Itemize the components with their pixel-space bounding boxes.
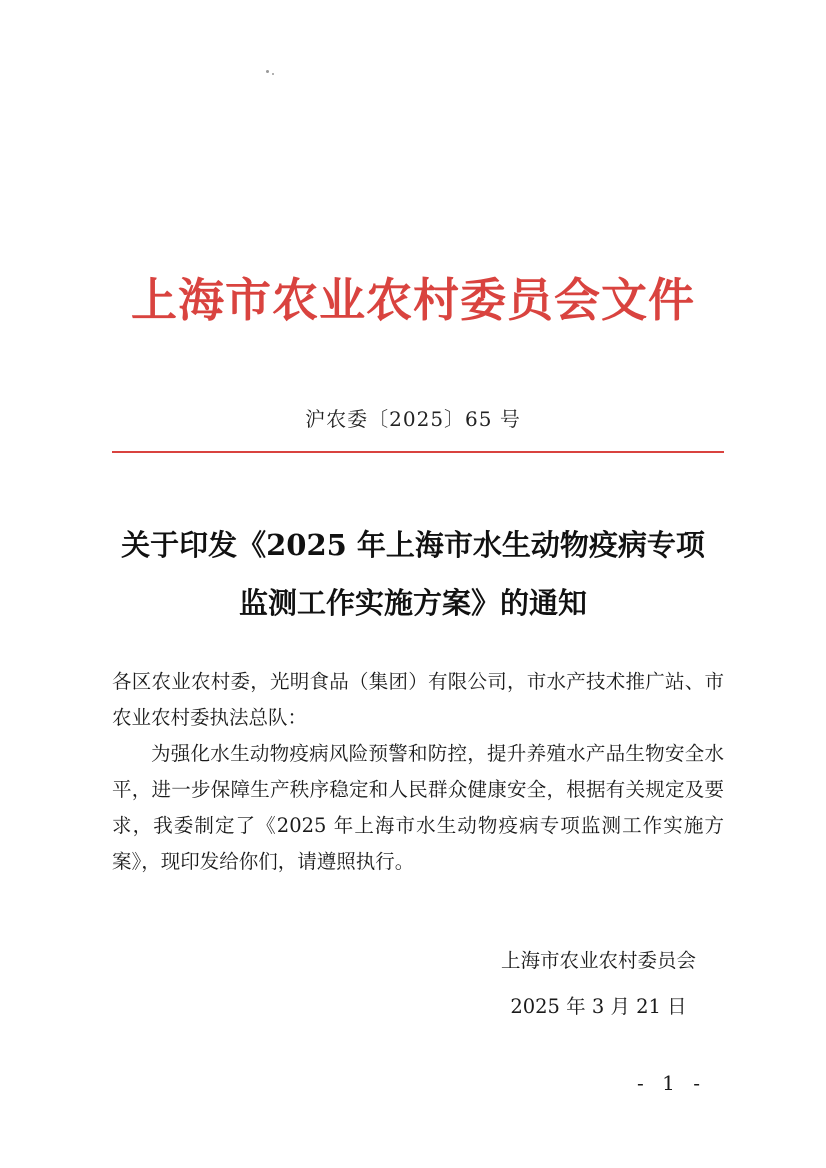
red-header-rule [112,451,724,453]
issuer-header-title: 上海市农业农村委员会文件 [131,273,695,327]
scan-speck [266,70,269,73]
notice-body [112,664,724,880]
signature-issuer: 上海市农业农村委员会 [500,949,696,972]
page-number: - 1 - [637,1071,706,1095]
scan-speck [272,73,274,75]
signature-block [501,938,696,1030]
notice-title-line-1: 关于印发《2025 年上海市水生动物疫病专项 [121,528,705,562]
recipients-line: 各区农业农村委，光明食品（集团）有限公司，市水产技术推广站、市农业农村委执法总队： [112,670,724,729]
body-paragraph: 为强化水生动物疫病风险预警和防控，提升养殖水产品生物安全水平，进一步保障生产秩序稳定和人民群众健康安全，根据有关规定及要求，我委制定了《2025 年上海市水生动物疫病专项监测工作实施方案》，现印发给你们，请遵照执行。 [112,742,724,873]
notice-title [0,516,826,632]
document-number: 沪农委〔2025〕65 号 [305,407,521,431]
notice-title-line-2: 监测工作实施方案》的通知 [238,586,587,620]
signature-date: 2025 年 3 月 21 日 [510,995,687,1018]
